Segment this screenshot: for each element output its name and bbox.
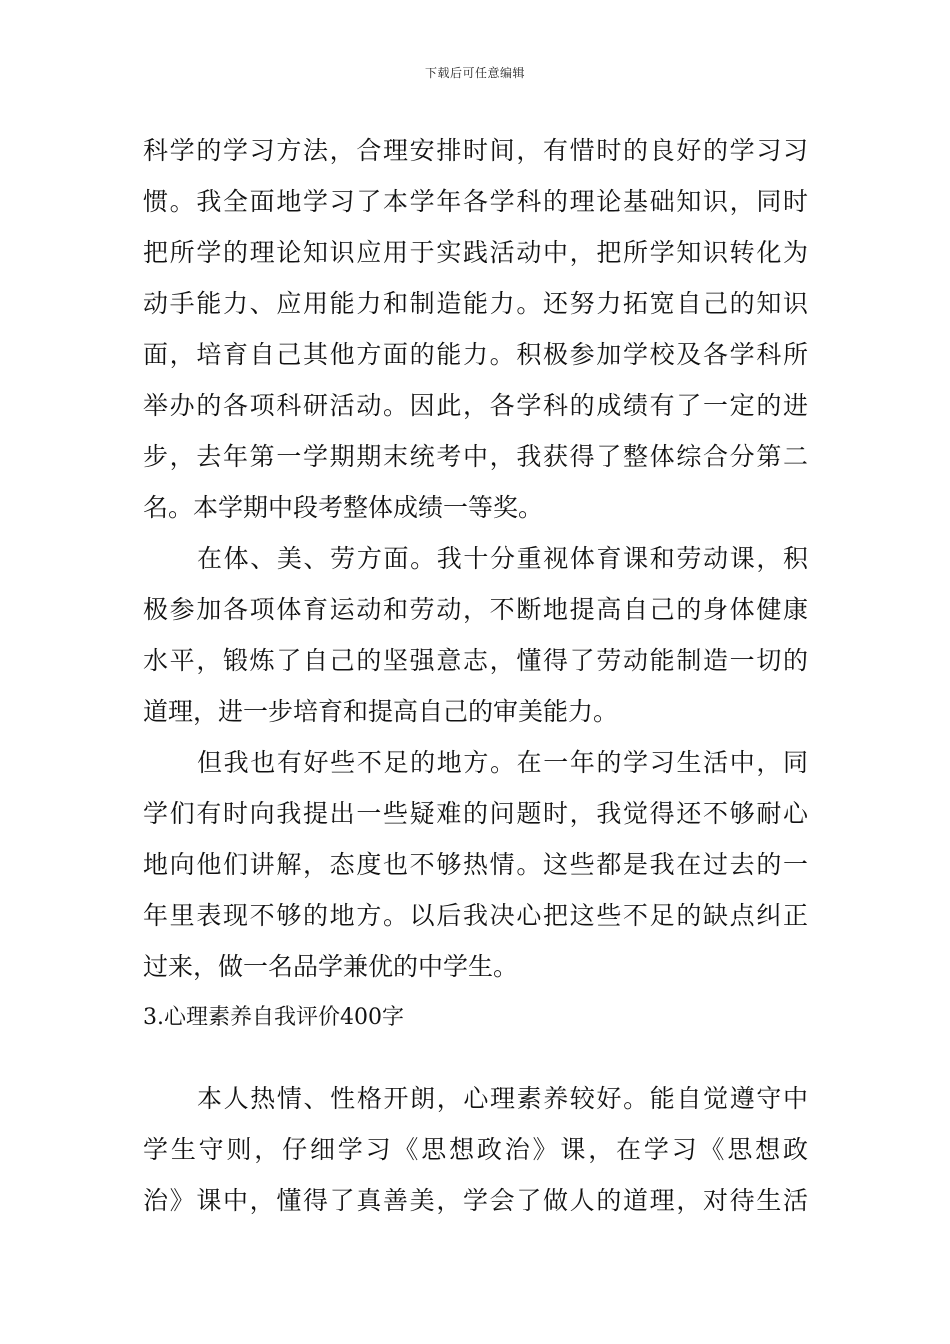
text-line: 把所学的理论知识应用于实践活动中，把所学知识转化为: [143, 238, 808, 267]
header-note: 下载后可任意编辑: [424, 66, 525, 80]
body-text: [143, 125, 808, 1226]
section-heading: 3.心理素养自我评价400字: [143, 1005, 404, 1030]
text-line: 治》课中，懂得了真善美，学会了做人的道理，对待生活: [143, 1186, 808, 1215]
text-line: 举办的各项科研活动。因此，各学科的成绩有了一定的进: [143, 391, 808, 420]
text-line: 在体、美、劳方面。我十分重视体育课和劳动课，积: [197, 544, 808, 573]
paragraph-sports-arts-labor: [143, 533, 808, 737]
text-line: 过来，做一名品学兼优的中学生。: [143, 952, 519, 981]
text-line: 学们有时向我提出一些疑难的问题时，我觉得还不够耐心: [143, 799, 808, 828]
text-line: 惯。我全面地学习了本学年各学科的理论基础知识，同时: [143, 187, 808, 216]
text-line: 水平，锻炼了自己的坚强意志，懂得了劳动能制造一切的: [143, 646, 808, 675]
text-line: 年里表现不够的地方。以后我决心把这些不足的缺点纠正: [143, 901, 808, 930]
text-line: 本人热情、性格开朗，心理素养较好。能自觉遵守中: [197, 1084, 808, 1113]
text-line: 动手能力、应用能力和制造能力。还努力拓宽自己的知识: [143, 289, 808, 318]
section-gap: [143, 1043, 808, 1073]
text-line: 名。本学期中段考整体成绩一等奖。: [143, 493, 544, 522]
paragraph-study: [143, 125, 808, 533]
text-line: 科学的学习方法，合理安排时间，有惜时的良好的学习习: [143, 136, 808, 165]
text-line: 步，去年第一学期期末统考中，我获得了整体综合分第二: [143, 442, 808, 471]
paragraph-shortcomings: [143, 737, 808, 992]
text-line: 面，培育自己其他方面的能力。积极参加学校及各学科所: [143, 340, 808, 369]
text-line: 极参加各项体育运动和劳动，不断地提高自己的身体健康: [143, 595, 808, 624]
text-line: 但我也有好些不足的地方。在一年的学习生活中，同: [197, 748, 808, 777]
paragraph-psychological-quality: [143, 1073, 808, 1226]
text-line: 学生守则，仔细学习《思想政治》课，在学习《思想政: [143, 1135, 808, 1164]
text-line: 地向他们讲解，态度也不够热情。这些都是我在过去的一: [143, 850, 808, 879]
text-line: 道理，进一步培育和提高自己的审美能力。: [143, 697, 619, 726]
